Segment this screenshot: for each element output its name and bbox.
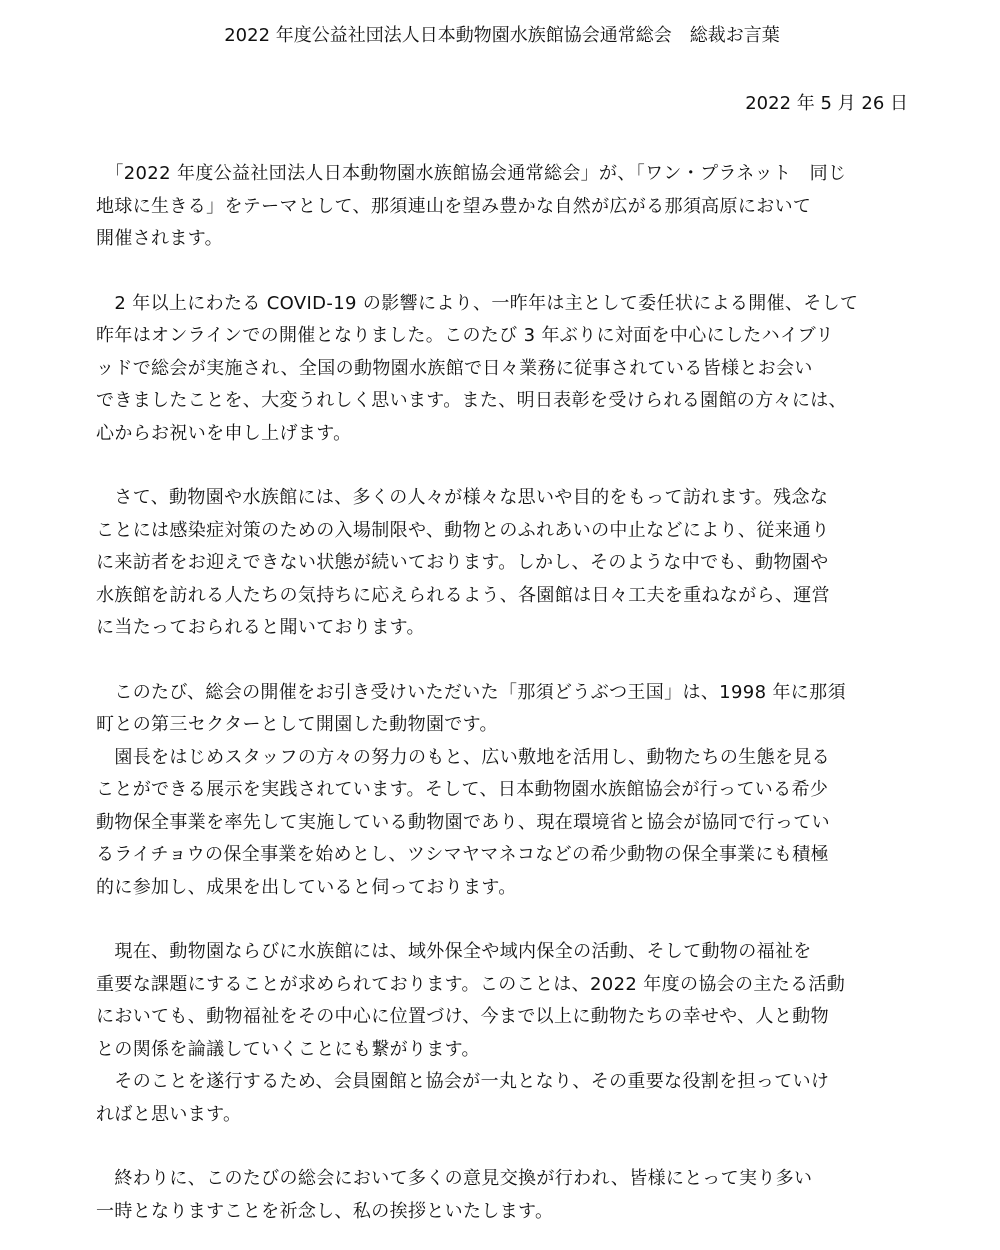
text-line: 現在、動物園ならびに水族館には、域外保全や域内保全の活動、そして動物の福祉を [96,941,812,962]
document [96,20,908,1228]
text-line: 地球に生きる」をテーマとして、那須連山を望み豊かな自然が広がる那須高原において [96,195,812,217]
text-line: 心からお祝いを申し上げます。 [96,422,352,444]
text-line: さて、動物園や水族館には、多くの人々が様々な思いや目的をもって訪れます。残念な [96,487,829,508]
paragraph-2 [96,288,908,451]
text-line: 2 年以上にわたる COVID-19 の影響により、一昨年は主として委任状による開催、そして [96,292,859,314]
text-line: に当たっておられると聞いております。 [96,617,425,638]
text-line: 開催されます。 [96,228,224,249]
text-line: ればと思います。 [96,1103,242,1125]
document-date: 2022 年 5 月 26 日 [745,93,908,114]
text-line: 一時となりますことを祈念し、私の挨拶といたします。 [96,1200,554,1222]
text-line: ことには感染症対策のための入場制限や、動物とのふれあいの中止などにより、従来通り [96,519,830,541]
paragraph-1 [96,158,908,256]
text-line: そのことを遂行するため、会員園館と協会が一丸となり、その重要な役割を担っていけ [96,1071,830,1092]
paragraph-3 [96,482,908,645]
paragraph-5 [96,742,908,905]
text-line: 昨年はオンラインでの開催となりました。このたび 3 年ぶりに対面を中心にしたハイブリ [96,325,834,346]
document-title: 2022 年度公益社団法人日本動物園水族館協会通常総会 総裁お言葉 [224,25,780,46]
paragraph-4 [96,677,908,742]
text-line: ッドで総会が実施され、全国の動物園水族館で日々業務に従事されている皆様とお会い [96,357,813,379]
text-line: できましたことを、大変うれしく思います。また、明日表彰を受けられる園館の方々には、 [96,390,847,411]
text-line: においても、動物福祉をその中心に位置づけ、今まで以上に動物たちの幸せや、人と動物 [96,1006,829,1027]
text-line: との関係を論議していくことにも繋がります。 [96,1038,480,1060]
text-line: 動物保全事業を率先して実施している動物園であり、現在環境省と協会が協同で行ってい [96,811,830,833]
paragraph-6 [96,936,908,1066]
paragraph-7 [96,1066,908,1131]
text-line: 水族館を訪れる人たちの気持ちに応えられるよう、各園館は日々工夫を重ねながら、運営 [96,584,830,606]
document-body [96,158,908,1228]
text-line: 終わりに、このたびの総会において多くの意見交換が行われ、皆様にとって実り多い [96,1168,813,1189]
text-line: 的に参加し、成果を出していると伺っております。 [96,876,517,898]
text-line: このたび、総会の開催をお引き受けいただいた「那須どうぶつ王国」は、1998 年に那須 [96,681,846,703]
text-line: 「2022 年度公益社団法人日本動物園水族館協会通常総会」が、「ワン・プラネット 同じ [96,163,847,184]
paragraph-8 [96,1163,908,1228]
text-line: に来訪者をお迎えできない状態が続いております。しかし、そのような中でも、動物園や [96,552,829,573]
text-line: 町との第三セクターとして開園した動物園です。 [96,714,498,735]
text-line: るライチョウの保全事業を始めとし、ツシマヤマネコなどの希少動物の保全事業にも積極 [96,844,829,865]
text-line: ことができる展示を実践されています。そして、日本動物園水族館協会が行っている希少 [96,779,829,800]
text-line: 園長をはじめスタッフの方々の努力のもと、広い敷地を活用し、動物たちの生態を見る [96,746,830,768]
text-line: 重要な課題にすることが求められております。このことは、2022 年度の協会の主たる活動 [96,973,846,995]
